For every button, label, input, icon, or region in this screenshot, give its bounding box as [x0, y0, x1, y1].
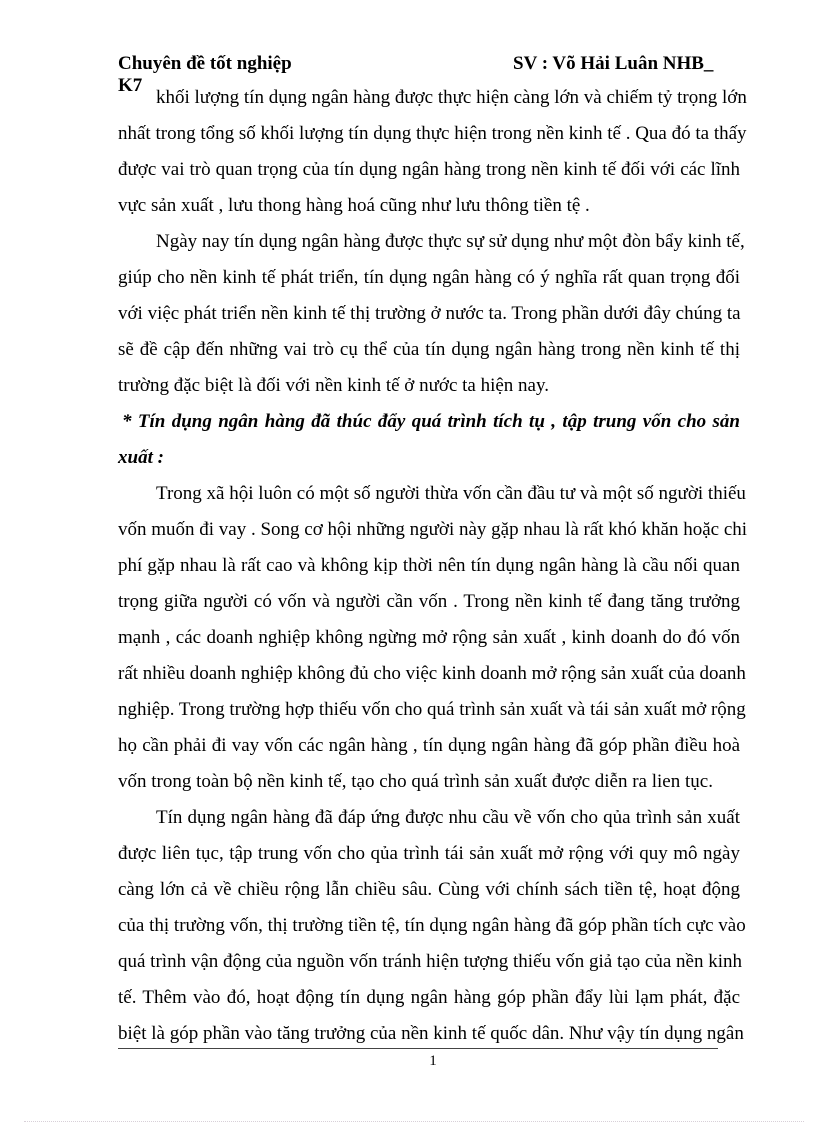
- paragraph-line: Ngày nay tín dụng ngân hàng được thực sự sử dụng như một đòn bẩy kinh tế,: [156, 231, 745, 252]
- paragraph-line: trọng giữa người có vốn và người cần vốn . Trong nền kinh tế đang tăng trưởng: [118, 591, 740, 612]
- paragraph-line: biệt là góp phần vào tăng trưởng của nền kinh tế quốc dân. Như vậy tín dụng ngân: [118, 1023, 744, 1044]
- paragraph-line: trường đặc biệt là đối với nền kinh tế ở nước ta hiện nay.: [118, 375, 549, 396]
- document-body: [118, 80, 748, 1052]
- paragraph-line: quá trình vận động của nguồn vốn tránh hiện tượng thiếu vốn giả tạo của nền kinh: [118, 951, 742, 972]
- paragraph-line: càng lớn cả về chiều rộng lẫn chiều sâu. Cùng với chính sách tiền tệ, hoạt động: [118, 879, 740, 900]
- paragraph-line: Tín dụng ngân hàng đã đáp ứng được nhu cầu về vốn cho qủa trình sản xuất: [156, 807, 740, 828]
- paragraph-line: với việc phát triển nền kinh tế thị trường ở nước ta. Trong phần dưới đây chúng ta: [118, 303, 741, 324]
- paragraph-line: rất nhiều doanh nghiệp không đủ cho việc kinh doanh mở rộng sản xuất của doanh: [118, 663, 746, 684]
- paragraph-line: vốn trong toàn bộ nền kinh tế, tạo cho quá trình sản xuất được diễn ra lien tục.: [118, 771, 713, 792]
- paragraph-line: tế. Thêm vào đó, hoạt động tín dụng ngân hàng góp phần đẩy lùi lạm phát, đặc: [118, 987, 740, 1008]
- paragraph-line: họ cần phải đi vay vốn các ngân hàng , tín dụng ngân hàng đã góp phần điều hoà: [118, 735, 740, 756]
- student-class: K7: [118, 75, 143, 96]
- paragraph-line: vực sản xuất , lưu thong hàng hoá cũng như lưu thông tiền tệ .: [118, 195, 590, 216]
- paragraph-line: được liên tục, tập trung vốn cho qủa trình tái sản xuất mở rộng với quy mô ngày: [118, 843, 740, 864]
- paragraph-line: giúp cho nền kinh tế phát triển, tín dụng ngân hàng có ý nghĩa rất quan trọng đối: [118, 267, 740, 288]
- footer-divider: [118, 1048, 718, 1049]
- paragraph-line: khối lượng tín dụng ngân hàng được thực hiện càng lớn và chiếm tỷ trọng lớn: [156, 87, 747, 108]
- page-number: 1: [429, 1053, 437, 1069]
- student-name: SV : Võ Hải Luân NHB_: [513, 53, 714, 74]
- paragraph-line: phí gặp nhau là rất cao và không kịp thời nên tín dụng ngân hàng là cầu nối quan: [118, 555, 740, 576]
- paragraph-line: của thị trường vốn, thị trường tiền tệ, tín dụng ngân hàng đã góp phần tích cực vào: [118, 915, 746, 936]
- document-title: Chuyên đề tốt nghiệp: [118, 53, 292, 74]
- paragraph-line: mạnh , các doanh nghiệp không ngừng mở rộng sản xuất , kinh doanh do đó vốn: [118, 627, 740, 648]
- paragraph-line: vốn muốn đi vay . Song cơ hội những người này gặp nhau là rất khó khăn hoặc chi: [118, 519, 748, 540]
- paragraph-line: nhất trong tổng số khối lượng tín dụng thực hiện trong nền kinh tế . Qua đó ta thấy: [118, 123, 747, 144]
- paragraph-line: sẽ đề cập đến những vai trò cụ thể của tín dụng ngân hàng trong nền kinh tế thị: [118, 339, 740, 360]
- section-heading: xuất :: [118, 447, 164, 468]
- paragraph-line: Trong xã hội luôn có một số người thừa vốn cần đầu tư và một số người thiếu: [156, 483, 746, 504]
- paragraph-line: nghiệp. Trong trường hợp thiếu vốn cho quá trình sản xuất và tái sản xuất mở rộng: [118, 699, 746, 720]
- page-boundary: [24, 1121, 804, 1122]
- section-heading: * Tín dụng ngân hàng đã thúc đẩy quá trình tích tụ , tập trung vốn cho sản: [122, 411, 740, 432]
- paragraph-line: được vai trò quan trọng của tín dụng ngân hàng trong nền kinh tế đối với các lĩnh: [118, 159, 740, 180]
